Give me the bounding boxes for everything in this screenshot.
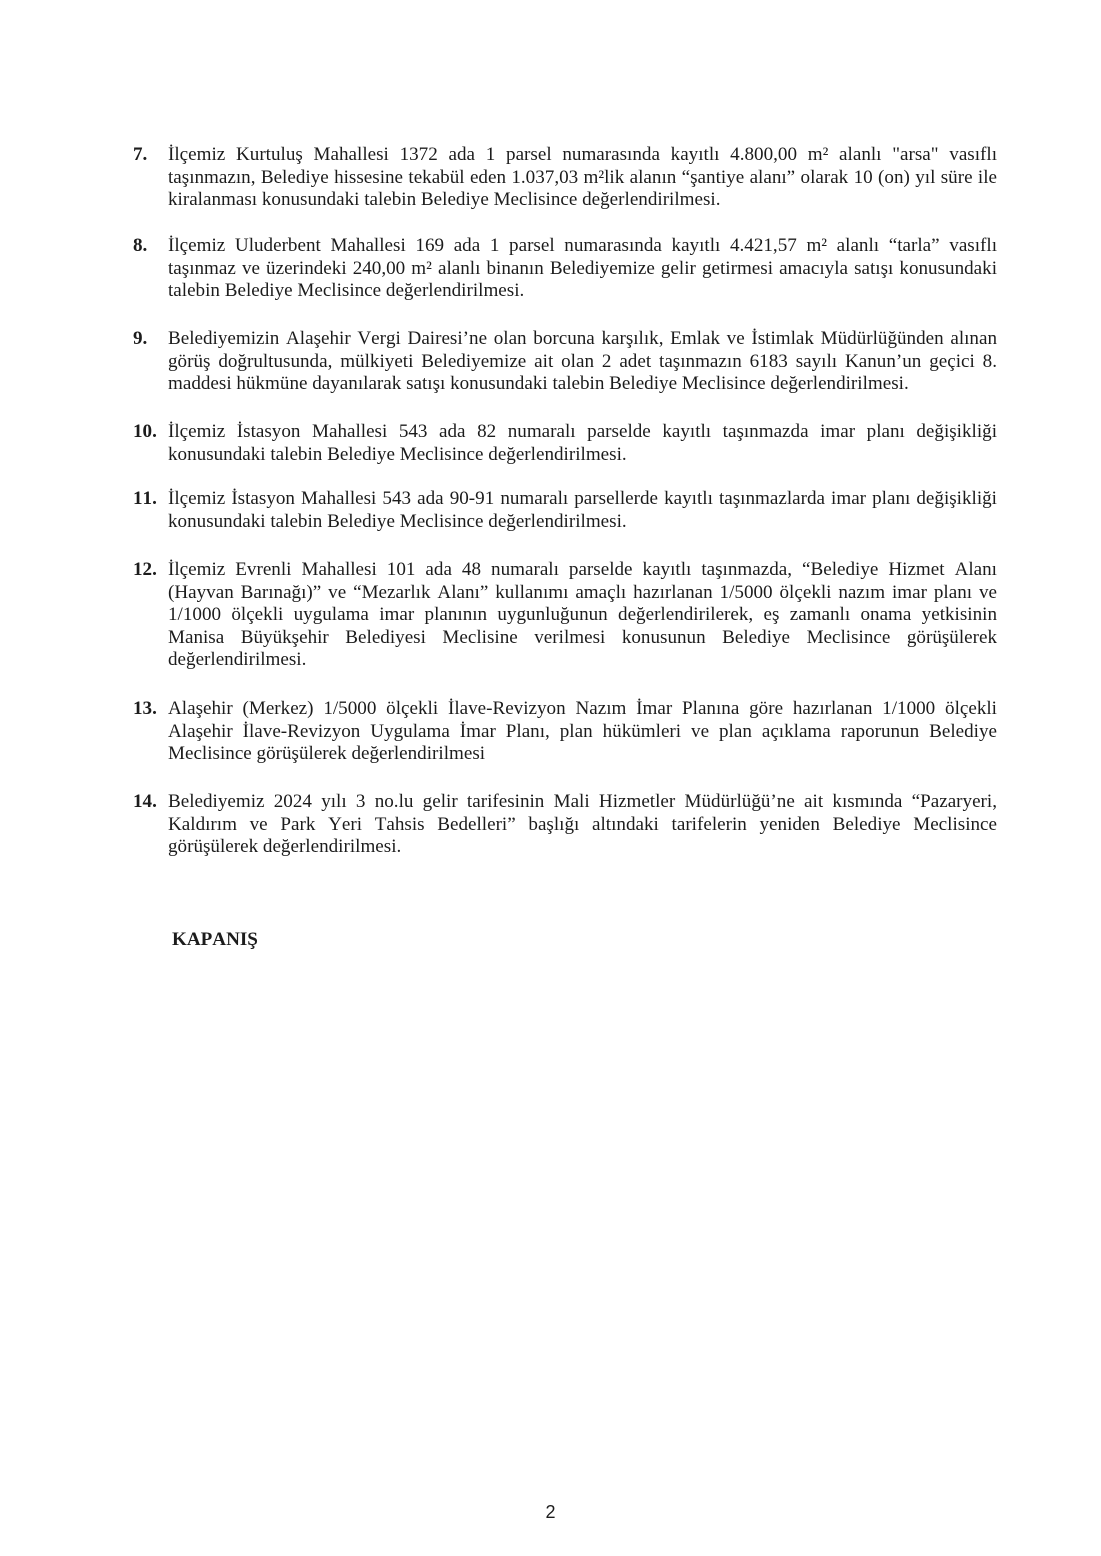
closing-heading: KAPANIŞ (172, 929, 258, 950)
page-number: 2 (545, 1502, 556, 1522)
agenda-item (133, 791, 997, 859)
agenda-item-number: 9. (133, 328, 148, 349)
agenda-item (133, 488, 997, 533)
agenda-item-text: İlçemiz Uluderbent Mahallesi 169 ada 1 parsel numarasında kayıtlı 4.421,57 m² alanlı “tarla” vasıflı taşınmaz ve üzerindeki 240,00 m² alanlı binanın Belediyemize gelir getirmesi amacıyla satışı konusundaki talebin Belediye Meclisince değerlendirilmesi. (168, 235, 997, 301)
agenda-item-number: 10. (133, 421, 157, 442)
agenda-item (133, 421, 997, 466)
agenda-item-number: 12. (133, 559, 157, 580)
agenda-item (133, 698, 997, 766)
agenda-item-number: 7. (133, 144, 148, 165)
agenda-item-text: İlçemiz İstasyon Mahallesi 543 ada 90-91 numaralı parsellerde kayıtlı taşınmazlarda imar planı değişikliği konusundaki talebin Belediye Meclisince değerlendirilmesi. (168, 488, 997, 532)
agenda-item-number: 14. (133, 791, 157, 812)
agenda-item-text: Alaşehir (Merkez) 1/5000 ölçekli İlave-Revizyon Nazım İmar Planına göre hazırlanan 1/1000 ölçekli Alaşehir İlave-Revizyon Uygulama İmar Planı, plan hükümleri ve plan açıklama raporunun Belediye Meclisince görüşülerek değerlendirilmesi (168, 698, 997, 764)
agenda-item-text: Belediyemiz 2024 yılı 3 no.lu gelir tarifesinin Mali Hizmetler Müdürlüğü’ne ait kısmında “Pazaryeri, Kaldırım ve Park Yeri Tahsis Bedelleri” başlığı altındaki tarifelerin yeniden Belediye Meclisince görüşülerek değerlendirilmesi. (168, 791, 997, 857)
agenda-item (133, 144, 997, 212)
agenda-item-number: 8. (133, 235, 148, 256)
agenda-item-text: Belediyemizin Alaşehir Vergi Dairesi’ne olan borcuna karşılık, Emlak ve İstimlak Müdürlüğünden alınan görüş doğrultusunda, mülkiyeti Belediyemize ait olan 2 adet taşınmazın 6183 sayılı Kanun’un geçici 8. maddesi hükmüne dayanılarak satışı konusundaki talebin Belediye Meclisince değerlendirilmesi. (168, 328, 997, 394)
agenda-item (133, 328, 997, 396)
agenda-item (133, 235, 997, 303)
agenda-item-text: İlçemiz İstasyon Mahallesi 543 ada 82 numaralı parselde kayıtlı taşınmazda imar planı değişikliği konusundaki talebin Belediye Meclisince değerlendirilmesi. (168, 421, 997, 465)
agenda-item-number: 13. (133, 698, 157, 719)
agenda-item (133, 559, 997, 672)
agenda-item-text: İlçemiz Evrenli Mahallesi 101 ada 48 numaralı parselde kayıtlı taşınmazda, “Belediye Hizmet Alanı (Hayvan Barınağı)” ve “Mezarlık Alanı” kullanımı amaçlı hazırlanan 1/5000 ölçekli nazım imar planı ve 1/1000 ölçekli uygulama imar planının uygunluğunun değerlendirilerek, eş zamanlı onama yetkisinin Manisa Büyükşehir Belediyesi Meclisine verilmesi konusunun Belediye Meclisince görüşülerek değerlendirilmesi. (168, 559, 997, 670)
agenda-item-number: 11. (133, 488, 157, 509)
agenda-item-text: İlçemiz Kurtuluş Mahallesi 1372 ada 1 parsel numarasında kayıtlı 4.800,00 m² alanlı "arsa" vasıflı taşınmazın, Belediye hissesine tekabül eden 1.037,03 m²lik alanın “şantiye alanı” olarak 10 (on) yıl süre ile kiralanması konusundaki talebin Belediye Meclisince değerlendirilmesi. (168, 144, 997, 210)
